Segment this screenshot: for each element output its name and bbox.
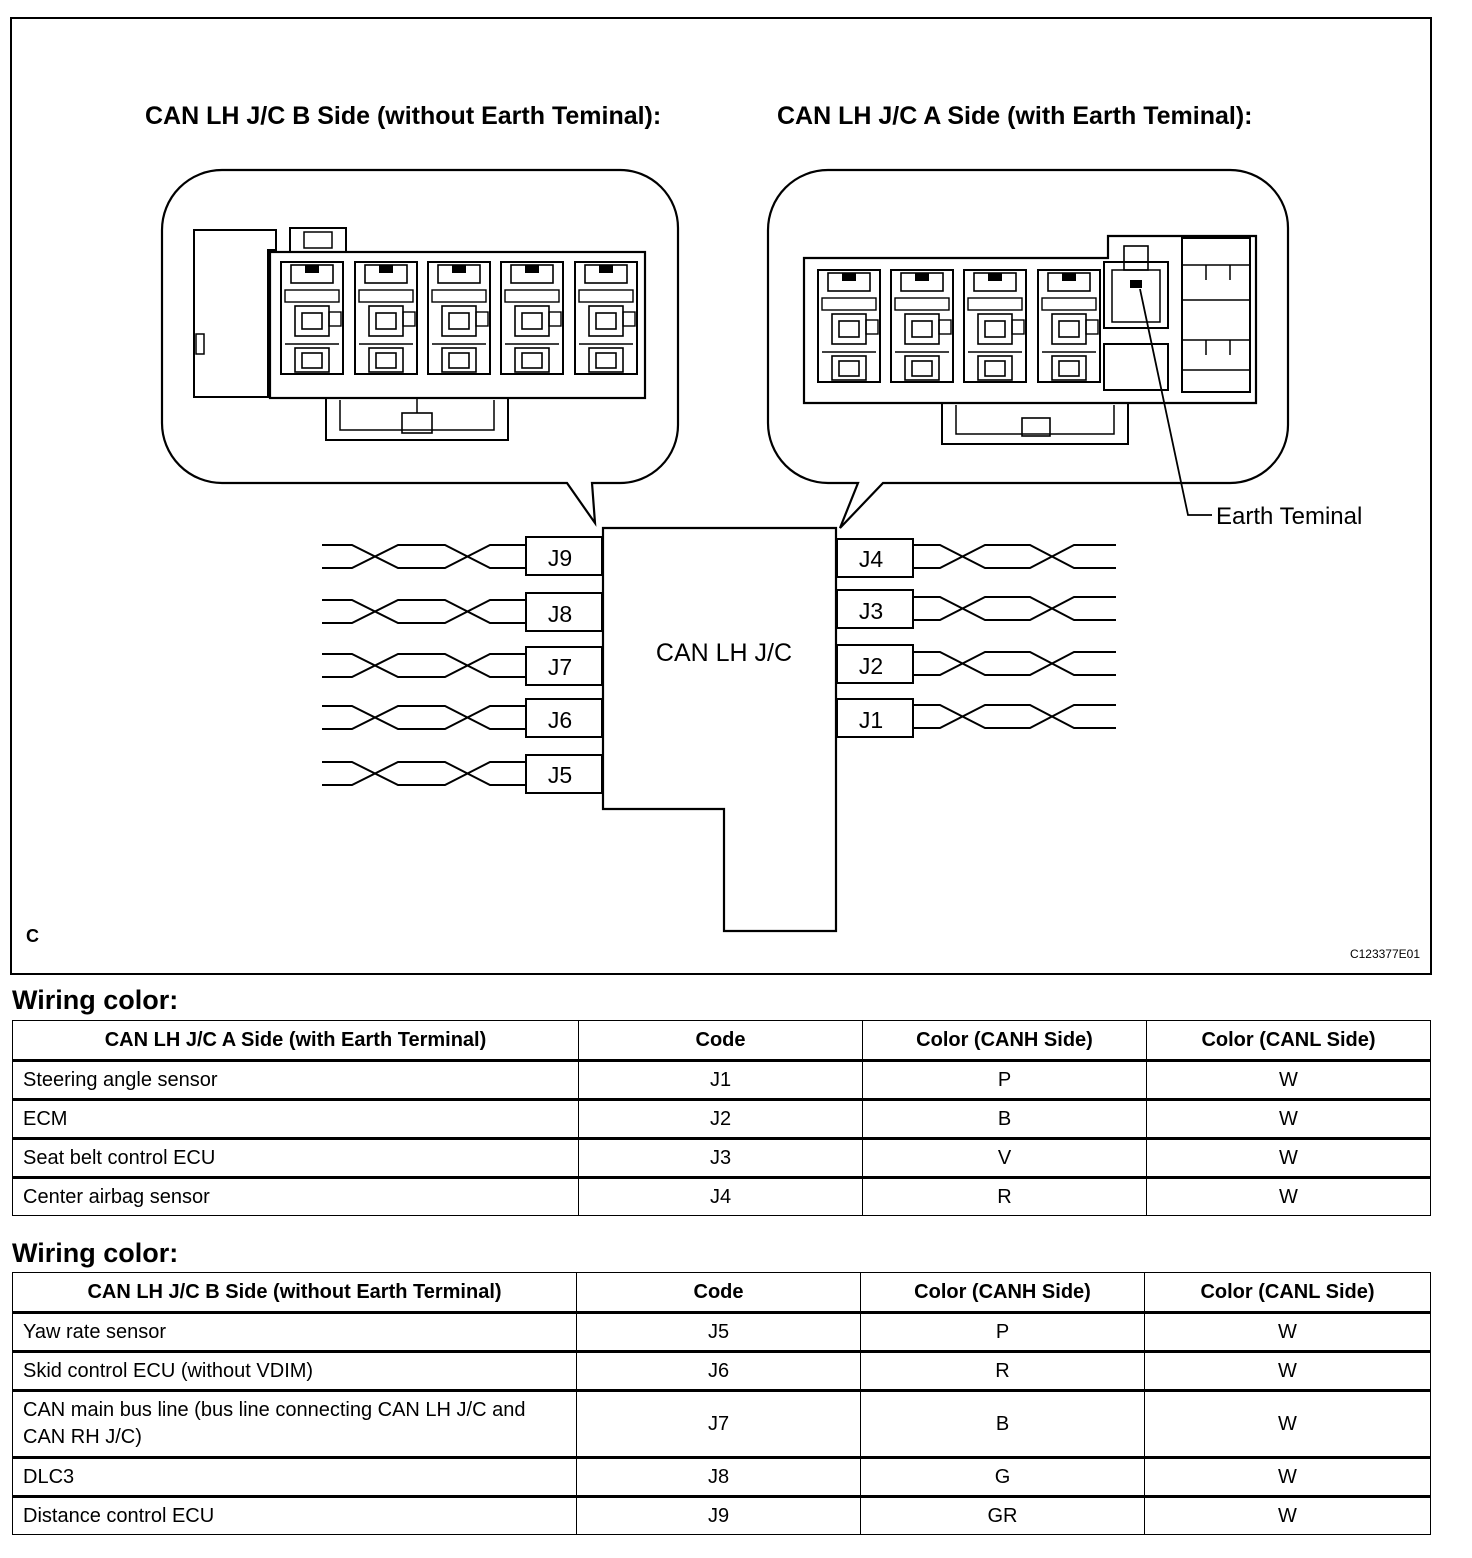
device-name: Distance control ECU [13, 1497, 577, 1535]
wiring-table-a-side [12, 1020, 1431, 1216]
device-name: Center airbag sensor [13, 1178, 579, 1216]
header-code: Code [577, 1273, 861, 1313]
twisted-pair [913, 597, 1116, 620]
connector-label: J1 [858, 707, 884, 733]
table-row [13, 1139, 1431, 1178]
code-cell: J9 [577, 1497, 861, 1535]
canh-color-cell: R [861, 1352, 1145, 1391]
figure-frame [11, 18, 1431, 974]
twisted-pair [913, 545, 1116, 568]
header-canl-color: Color (CANL Side) [1145, 1273, 1431, 1313]
header-code: Code [579, 1021, 863, 1061]
twisted-pair [913, 705, 1116, 728]
table-b-title: Wiring color: [12, 1238, 179, 1268]
corner-letter: C [26, 926, 39, 946]
table-row [13, 1100, 1431, 1139]
device-name: CAN main bus line (bus line connecting CAN LH J/C and CAN RH J/C) [13, 1391, 577, 1458]
canh-color-cell: V [863, 1139, 1147, 1178]
table-a-title: Wiring color: [12, 985, 179, 1015]
table-row [13, 1497, 1431, 1535]
connector-label: J4 [858, 546, 884, 572]
connector-j4 [837, 539, 1116, 577]
device-name: Skid control ECU (without VDIM) [13, 1352, 577, 1391]
twisted-pair [322, 600, 526, 623]
canl-color-cell: W [1145, 1497, 1431, 1535]
canl-color-cell: W [1145, 1352, 1431, 1391]
table-row [13, 1178, 1431, 1216]
canh-color-cell: G [861, 1458, 1145, 1497]
a-side-callout [768, 170, 1288, 528]
twisted-pair [322, 654, 526, 677]
connector-label: J2 [858, 653, 884, 679]
table-row [13, 1313, 1431, 1352]
connector-j3 [837, 590, 1116, 628]
can-lh-jc-body [603, 528, 836, 931]
header-device: CAN LH J/C B Side (without Earth Terminal) [13, 1273, 577, 1313]
code-cell: J1 [579, 1061, 863, 1100]
connector-j2 [837, 645, 1116, 683]
device-name: Seat belt control ECU [13, 1139, 579, 1178]
connector-j5 [322, 755, 602, 793]
connector-j7 [322, 647, 602, 685]
table-header-row [13, 1273, 1431, 1313]
device-name: ECM [13, 1100, 579, 1139]
device-name: Yaw rate sensor [13, 1313, 577, 1352]
b-side-connector-face [194, 228, 645, 440]
canl-color-cell: W [1147, 1178, 1431, 1216]
code-cell: J2 [579, 1100, 863, 1139]
heading-b-side: CAN LH J/C B Side (without Earth Teminal): [145, 102, 662, 130]
connector-label: J6 [547, 707, 573, 733]
canh-color-cell: R [863, 1178, 1147, 1216]
canh-color-cell: GR [861, 1497, 1145, 1535]
device-name: Steering angle sensor [13, 1061, 579, 1100]
canh-color-cell: P [863, 1061, 1147, 1100]
connector-label: J8 [547, 601, 573, 627]
junction-label: CAN LH J/C [655, 639, 793, 667]
a-side-connector-face [804, 236, 1256, 444]
canh-color-cell: B [861, 1391, 1145, 1458]
wiring-table-b-side [12, 1272, 1431, 1535]
canl-color-cell: W [1145, 1458, 1431, 1497]
code-cell: J6 [577, 1352, 861, 1391]
figure-code: C123377E01 [1349, 947, 1420, 961]
b-side-callout [162, 170, 678, 523]
header-canl-color: Color (CANL Side) [1147, 1021, 1431, 1061]
code-cell: J5 [577, 1313, 861, 1352]
code-cell: J8 [577, 1458, 861, 1497]
table-row [13, 1391, 1431, 1458]
earth-terminal-label: Earth Teminal [1216, 503, 1363, 530]
code-cell: J4 [579, 1178, 863, 1216]
canl-color-cell: W [1147, 1061, 1431, 1100]
canl-color-cell: W [1145, 1313, 1431, 1352]
connector-j6 [322, 699, 602, 737]
device-name: DLC3 [13, 1458, 577, 1497]
connector-j8 [322, 593, 602, 631]
code-cell: J3 [579, 1139, 863, 1178]
canl-color-cell: W [1145, 1391, 1431, 1458]
header-canh-color: Color (CANH Side) [863, 1021, 1147, 1061]
right-connectors [837, 539, 1116, 737]
table-row [13, 1352, 1431, 1391]
connector-j1 [837, 699, 1116, 737]
twisted-pair [322, 706, 526, 729]
connector-j9 [322, 537, 602, 575]
connector-label: J3 [858, 598, 884, 624]
code-cell: J7 [577, 1391, 861, 1458]
heading-a-side: CAN LH J/C A Side (with Earth Teminal): [777, 102, 1253, 130]
table-row [13, 1458, 1431, 1497]
table-header-row [13, 1021, 1431, 1061]
connector-label: J7 [547, 654, 573, 680]
canl-color-cell: W [1147, 1100, 1431, 1139]
connector-label: J9 [547, 545, 573, 571]
left-connectors [322, 537, 602, 793]
header-canh-color: Color (CANH Side) [861, 1273, 1145, 1313]
connector-label: J5 [547, 762, 573, 788]
table-row [13, 1061, 1431, 1100]
canl-color-cell: W [1147, 1139, 1431, 1178]
header-device: CAN LH J/C A Side (with Earth Terminal) [13, 1021, 579, 1061]
twisted-pair [913, 652, 1116, 675]
twisted-pair [322, 762, 526, 785]
twisted-pair [322, 545, 526, 568]
canh-color-cell: P [861, 1313, 1145, 1352]
canh-color-cell: B [863, 1100, 1147, 1139]
